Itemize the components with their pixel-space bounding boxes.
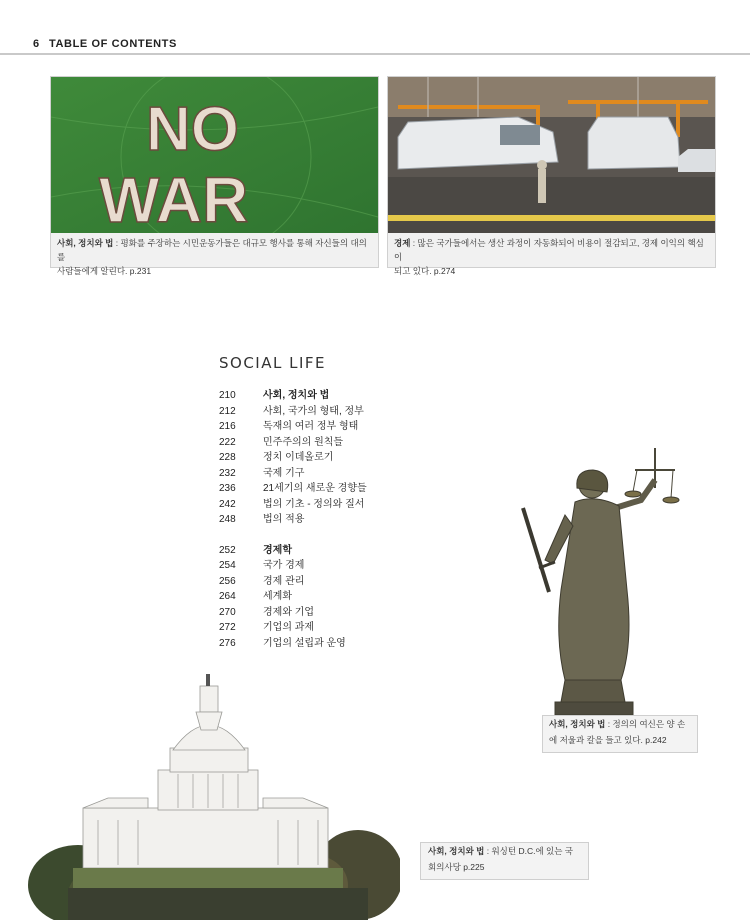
toc-label: 경제학 xyxy=(263,544,292,556)
nowar-caption-line2: 사람들에게 알린다. p.231 xyxy=(57,266,152,276)
toc-page: 254 xyxy=(219,560,236,571)
toc-entry[interactable] xyxy=(219,620,459,636)
capitol-caption-line2: 회의사당 p.225 xyxy=(428,862,485,872)
toc-label: 기업의 과제 xyxy=(263,622,315,633)
factory-caption-lead: 경제 xyxy=(394,238,411,248)
toc-page: 242 xyxy=(219,498,236,510)
toc-page: 252 xyxy=(219,544,236,556)
page-number: 6 xyxy=(33,38,40,50)
toc-entry[interactable] xyxy=(219,574,459,590)
toc-page: 232 xyxy=(219,467,236,479)
toc-label: 법의 기초 - 정의와 질서 xyxy=(263,498,365,510)
capitol-image xyxy=(28,670,400,920)
toc-label: 21세기의 새로운 경향들 xyxy=(263,483,367,494)
capitol-caption-body: : 워싱턴 D.C.에 있는 국 xyxy=(484,846,574,856)
nowar-caption-body: : 평화를 주장하는 시민운동가들은 대규모 행사를 통해 자신들의 대의를 xyxy=(57,238,367,262)
toc-page: 248 xyxy=(219,514,236,525)
toc-label: 독재의 여러 정부 형태 xyxy=(263,421,359,432)
toc-label: 국가 경제 xyxy=(263,560,305,571)
toc-label: 국제 기구 xyxy=(263,467,305,479)
toc-page: 276 xyxy=(219,637,236,649)
toc-entry[interactable] xyxy=(219,466,459,482)
toc-entry[interactable] xyxy=(219,512,459,528)
section-title: SOCIAL LIFE xyxy=(219,354,326,372)
toc-label: 정치 이데올로기 xyxy=(263,452,334,463)
nowar-text-line2: WAR xyxy=(99,164,249,233)
toc-entry[interactable] xyxy=(219,605,459,621)
toc-page: 236 xyxy=(219,483,236,494)
factory-caption-line2: 되고 있다. p.274 xyxy=(394,266,456,276)
running-title: TABLE OF CONTENTS xyxy=(49,38,177,50)
capitol-caption xyxy=(420,842,589,880)
justice-statue-image xyxy=(515,440,690,715)
nowar-text-line1: NO xyxy=(146,95,239,164)
toc-entry[interactable] xyxy=(219,450,459,466)
toc-gap xyxy=(219,528,459,543)
justice-caption xyxy=(542,715,698,753)
toc-page: 272 xyxy=(219,622,236,633)
nowar-caption-lead: 사회, 정치와 법 xyxy=(57,238,114,248)
toc-label: 세계화 xyxy=(263,591,292,602)
factory-photo xyxy=(388,77,715,233)
toc-page: 228 xyxy=(219,452,236,463)
toc-page: 270 xyxy=(219,606,236,618)
justice-caption-body: : 정의의 여신은 양 손 xyxy=(605,719,686,729)
toc-label: 사회, 국가의 형태, 정부 xyxy=(263,405,364,417)
nowar-photo xyxy=(51,77,378,233)
justice-caption-lead: 사회, 정치와 법 xyxy=(549,719,606,729)
toc-entry[interactable] xyxy=(219,404,459,420)
toc-entry[interactable] xyxy=(219,388,459,404)
page-header xyxy=(0,0,750,56)
toc-label: 사회, 정치와 법 xyxy=(263,390,330,401)
toc-label: 경제와 기업 xyxy=(263,606,315,618)
toc-entry[interactable] xyxy=(219,435,459,451)
photo-card-factory xyxy=(387,76,716,276)
factory-caption-body: : 많은 국가들에서는 생산 과정이 자동화되어 비용이 절감되고, 경제 이익의 핵심이 xyxy=(394,238,704,262)
header-rule xyxy=(0,53,750,55)
toc-entry[interactable] xyxy=(219,481,459,497)
toc-entry[interactable] xyxy=(219,497,459,513)
toc-page: 264 xyxy=(219,591,236,602)
toc-label: 기업의 설립과 운영 xyxy=(263,637,346,649)
toc-label: 법의 적용 xyxy=(263,514,305,525)
factory-caption xyxy=(394,236,708,278)
toc-section xyxy=(219,354,459,651)
toc-page: 212 xyxy=(219,405,236,417)
nowar-caption xyxy=(57,236,371,278)
toc-entry[interactable] xyxy=(219,543,459,559)
toc-entry[interactable] xyxy=(219,419,459,435)
capitol-caption-lead: 사회, 정치와 법 xyxy=(428,846,485,856)
toc-entry[interactable] xyxy=(219,589,459,605)
toc-entry[interactable] xyxy=(219,636,459,652)
toc-entry[interactable] xyxy=(219,558,459,574)
toc-label: 경제 관리 xyxy=(263,575,305,587)
toc-label: 민주주의의 원칙들 xyxy=(263,436,344,448)
toc-page: 210 xyxy=(219,390,236,401)
toc-page: 256 xyxy=(219,575,236,587)
photo-card-nowar xyxy=(50,76,379,276)
justice-caption-line2: 에 저울과 칼을 들고 있다. p.242 xyxy=(549,735,667,745)
toc-page: 216 xyxy=(219,421,236,432)
toc-page: 222 xyxy=(219,436,236,448)
